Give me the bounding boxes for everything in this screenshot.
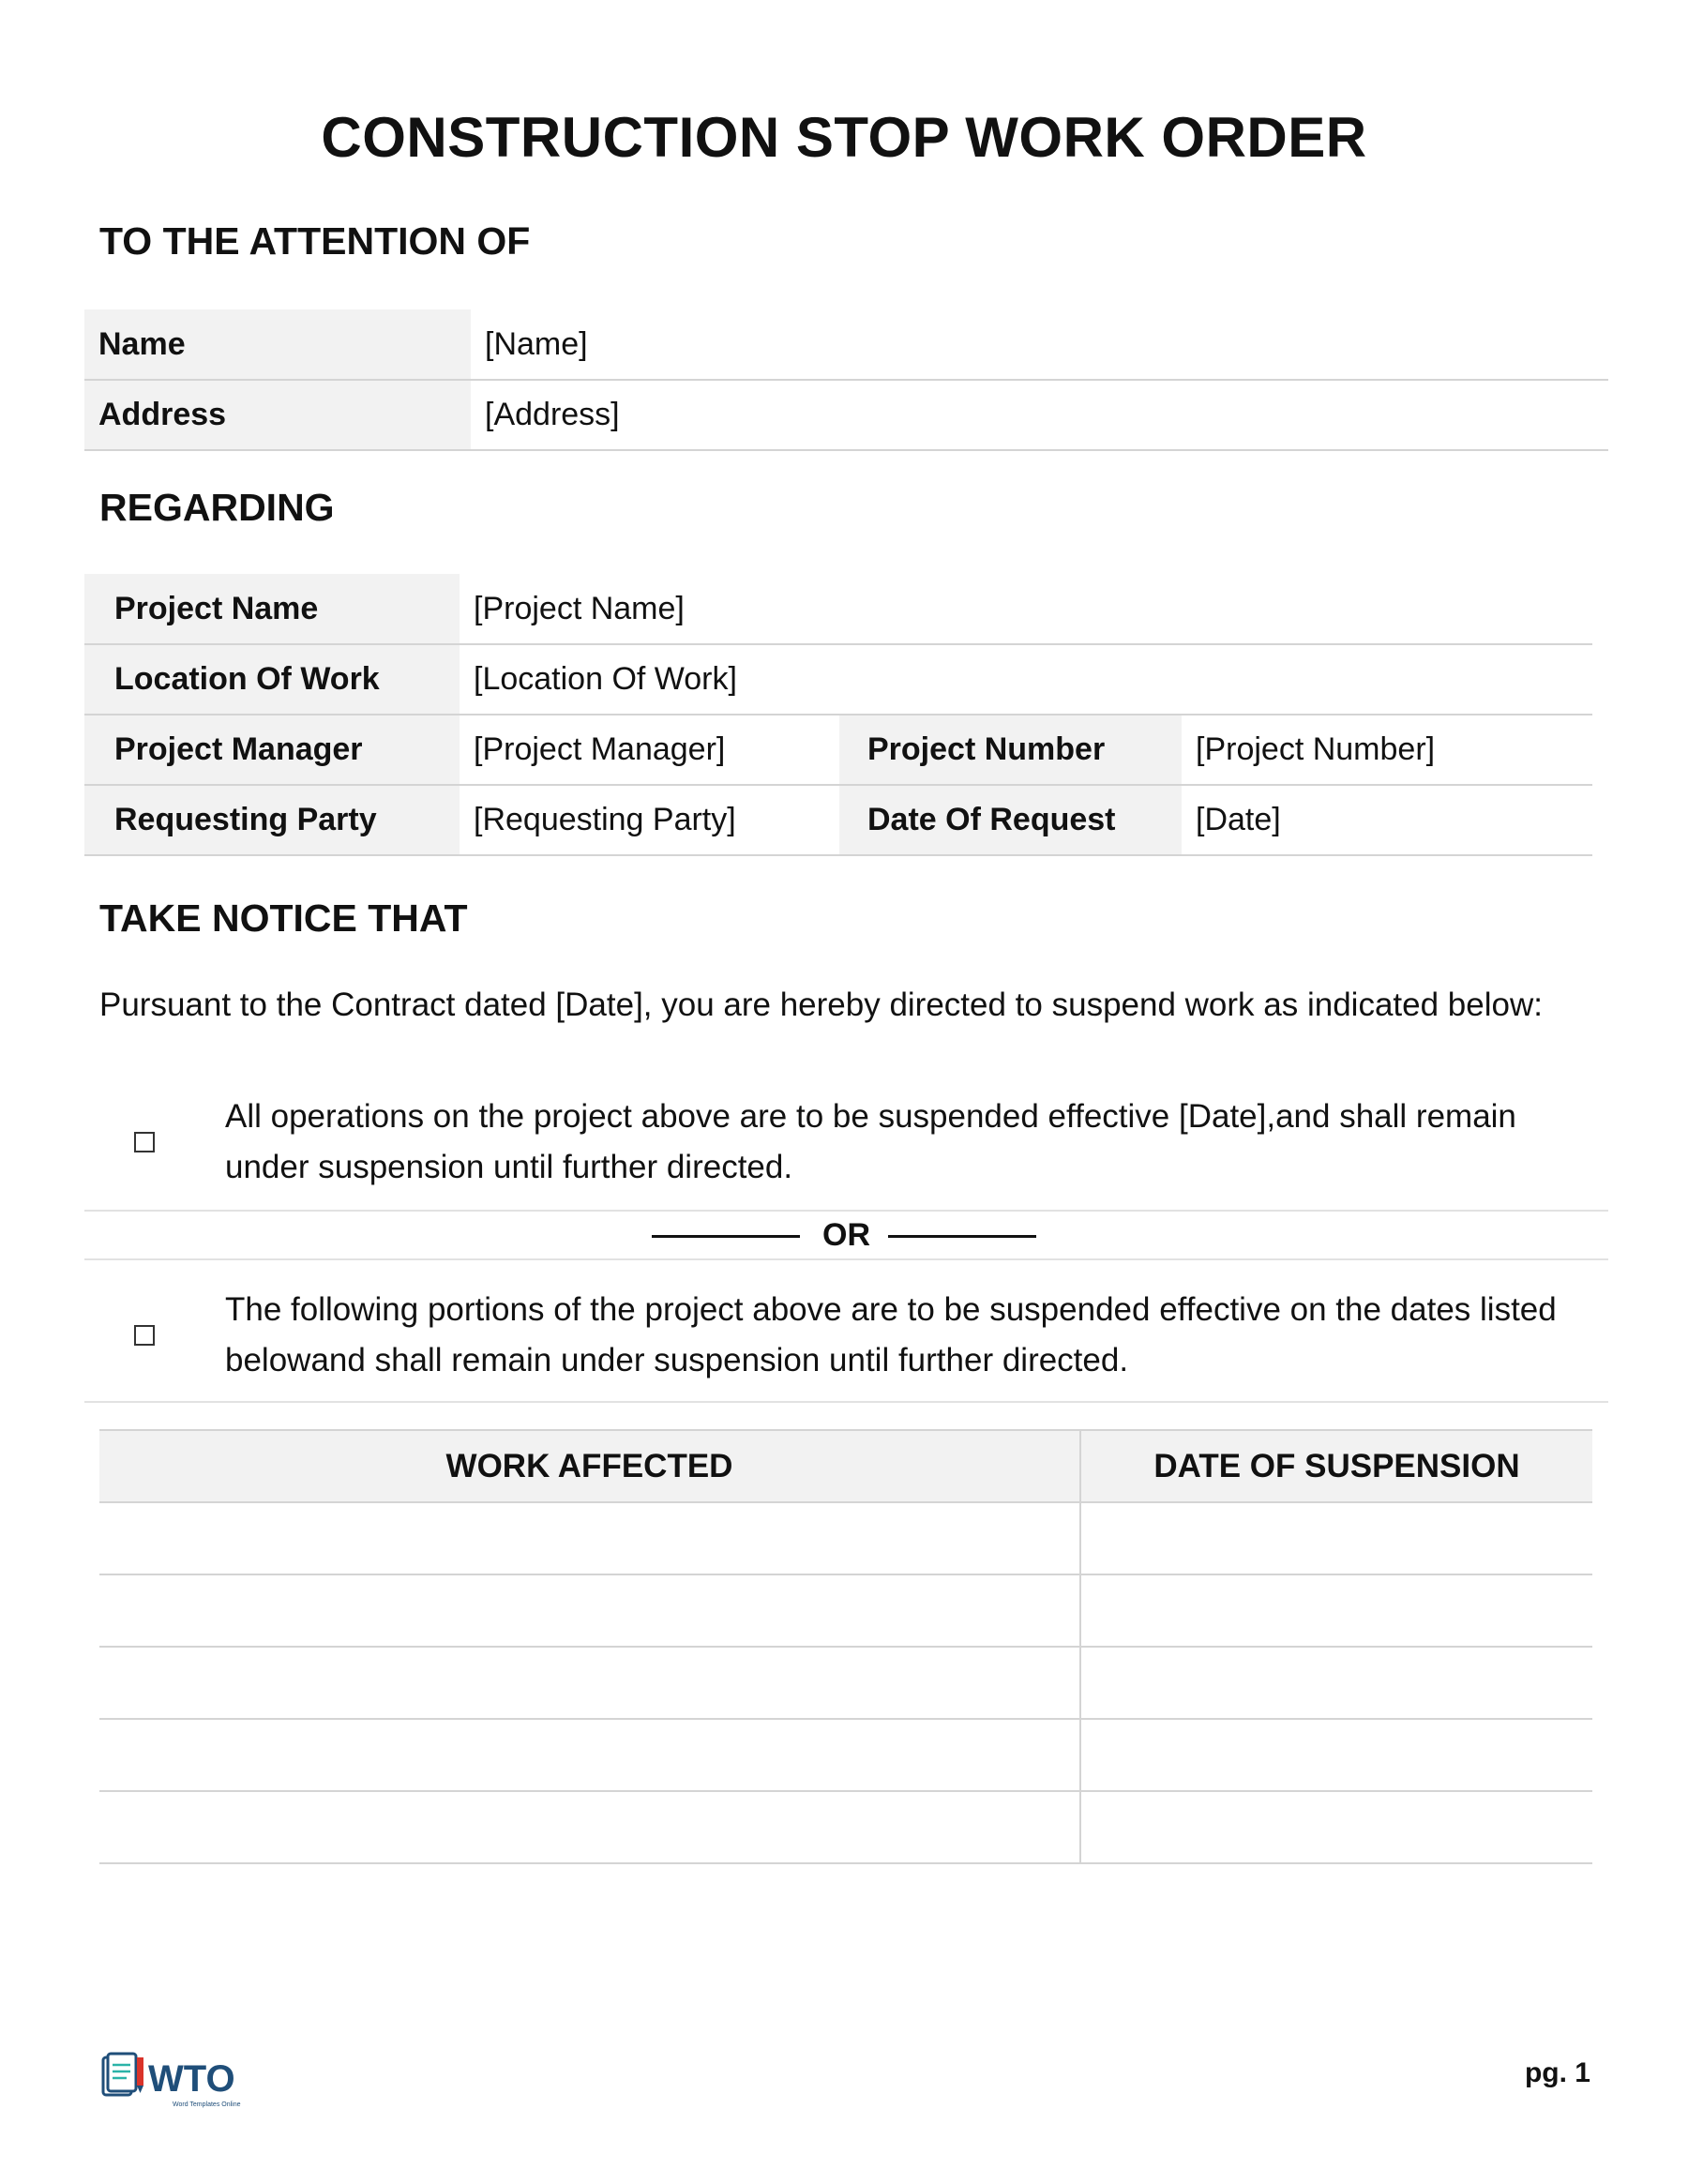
regarding-table: [84, 574, 1592, 856]
or-divider: [84, 1210, 1608, 1260]
project-manager-label: Project Manager: [84, 715, 460, 785]
logo-tagline: Word Templates Online: [173, 2101, 241, 2108]
date-of-suspension-cell[interactable]: [1080, 1502, 1592, 1574]
attention-table: [84, 309, 1608, 451]
requesting-party-value: [Requesting Party]: [460, 785, 839, 855]
all-operations-text: All operations on the project above are to be suspended effective [Date],and shall remain under suspension until further directed.: [225, 1098, 1516, 1185]
project-number-value: [Project Number]: [1182, 715, 1592, 785]
option-all-operations: [84, 1078, 1608, 1212]
table-row: [99, 1647, 1592, 1719]
date-of-suspension-cell[interactable]: [1080, 1574, 1592, 1647]
work-affected-cell[interactable]: [99, 1791, 1080, 1863]
date-of-request-value: [Date]: [1182, 785, 1592, 855]
date-of-suspension-cell[interactable]: [1080, 1791, 1592, 1863]
or-label: OR: [822, 1217, 870, 1253]
work-affected-cell[interactable]: [99, 1719, 1080, 1791]
name-value: [Name]: [471, 309, 1608, 380]
work-affected-cell[interactable]: [99, 1647, 1080, 1719]
regarding-row-manager: [84, 715, 1592, 785]
date-of-request-label: Date Of Request: [839, 785, 1182, 855]
location-label: Location Of Work: [84, 644, 460, 715]
attention-heading: TO THE ATTENTION OF: [99, 219, 531, 263]
all-operations-checkbox[interactable]: [134, 1132, 155, 1152]
project-name-label: Project Name: [84, 574, 460, 644]
work-affected-cell[interactable]: [99, 1502, 1080, 1574]
work-affected-header: WORK AFFECTED: [99, 1430, 1080, 1502]
project-manager-value: [Project Manager]: [460, 715, 839, 785]
regarding-row-location: [84, 644, 1592, 715]
work-affected-table: [99, 1429, 1592, 1864]
wto-logo: [101, 2052, 279, 2114]
regarding-row-project-name: [84, 574, 1592, 644]
partial-suspension-text: The following portions of the project above are to be suspended effective on the dates listed belowand shall remain under suspension until further directed.: [225, 1291, 1557, 1378]
project-name-value: [Project Name]: [460, 574, 1592, 644]
attention-row-address: [84, 380, 1608, 450]
work-affected-cell[interactable]: [99, 1574, 1080, 1647]
table-row: [99, 1502, 1592, 1574]
project-number-label: Project Number: [839, 715, 1182, 785]
date-of-suspension-cell[interactable]: [1080, 1647, 1592, 1719]
notice-heading: TAKE NOTICE THAT: [99, 896, 468, 940]
work-table-header: [99, 1430, 1592, 1502]
page-number: pg. 1: [1524, 2057, 1590, 2088]
address-label: Address: [84, 380, 471, 450]
or-line-right: [888, 1235, 1036, 1238]
name-label: Name: [84, 309, 471, 380]
document-pencil-icon: [103, 2054, 143, 2095]
attention-row-name: [84, 309, 1608, 380]
regarding-row-party: [84, 785, 1592, 855]
requesting-party-label: Requesting Party: [84, 785, 460, 855]
table-row: [99, 1719, 1592, 1791]
table-row: [99, 1791, 1592, 1863]
document-title: CONSTRUCTION STOP WORK ORDER: [321, 106, 1367, 169]
notice-intro: Pursuant to the Contract dated [Date], you are hereby directed to suspend work as indicated below:: [99, 987, 1543, 1023]
partial-suspension-checkbox[interactable]: [134, 1325, 155, 1346]
logo-text: WTO: [148, 2058, 235, 2100]
table-row: [99, 1574, 1592, 1647]
option-partial-suspension: [84, 1272, 1608, 1403]
location-value: [Location Of Work]: [460, 644, 1592, 715]
address-value: [Address]: [471, 380, 1608, 450]
regarding-heading: REGARDING: [99, 486, 335, 529]
date-of-suspension-cell[interactable]: [1080, 1719, 1592, 1791]
date-of-suspension-header: DATE OF SUSPENSION: [1080, 1430, 1592, 1502]
